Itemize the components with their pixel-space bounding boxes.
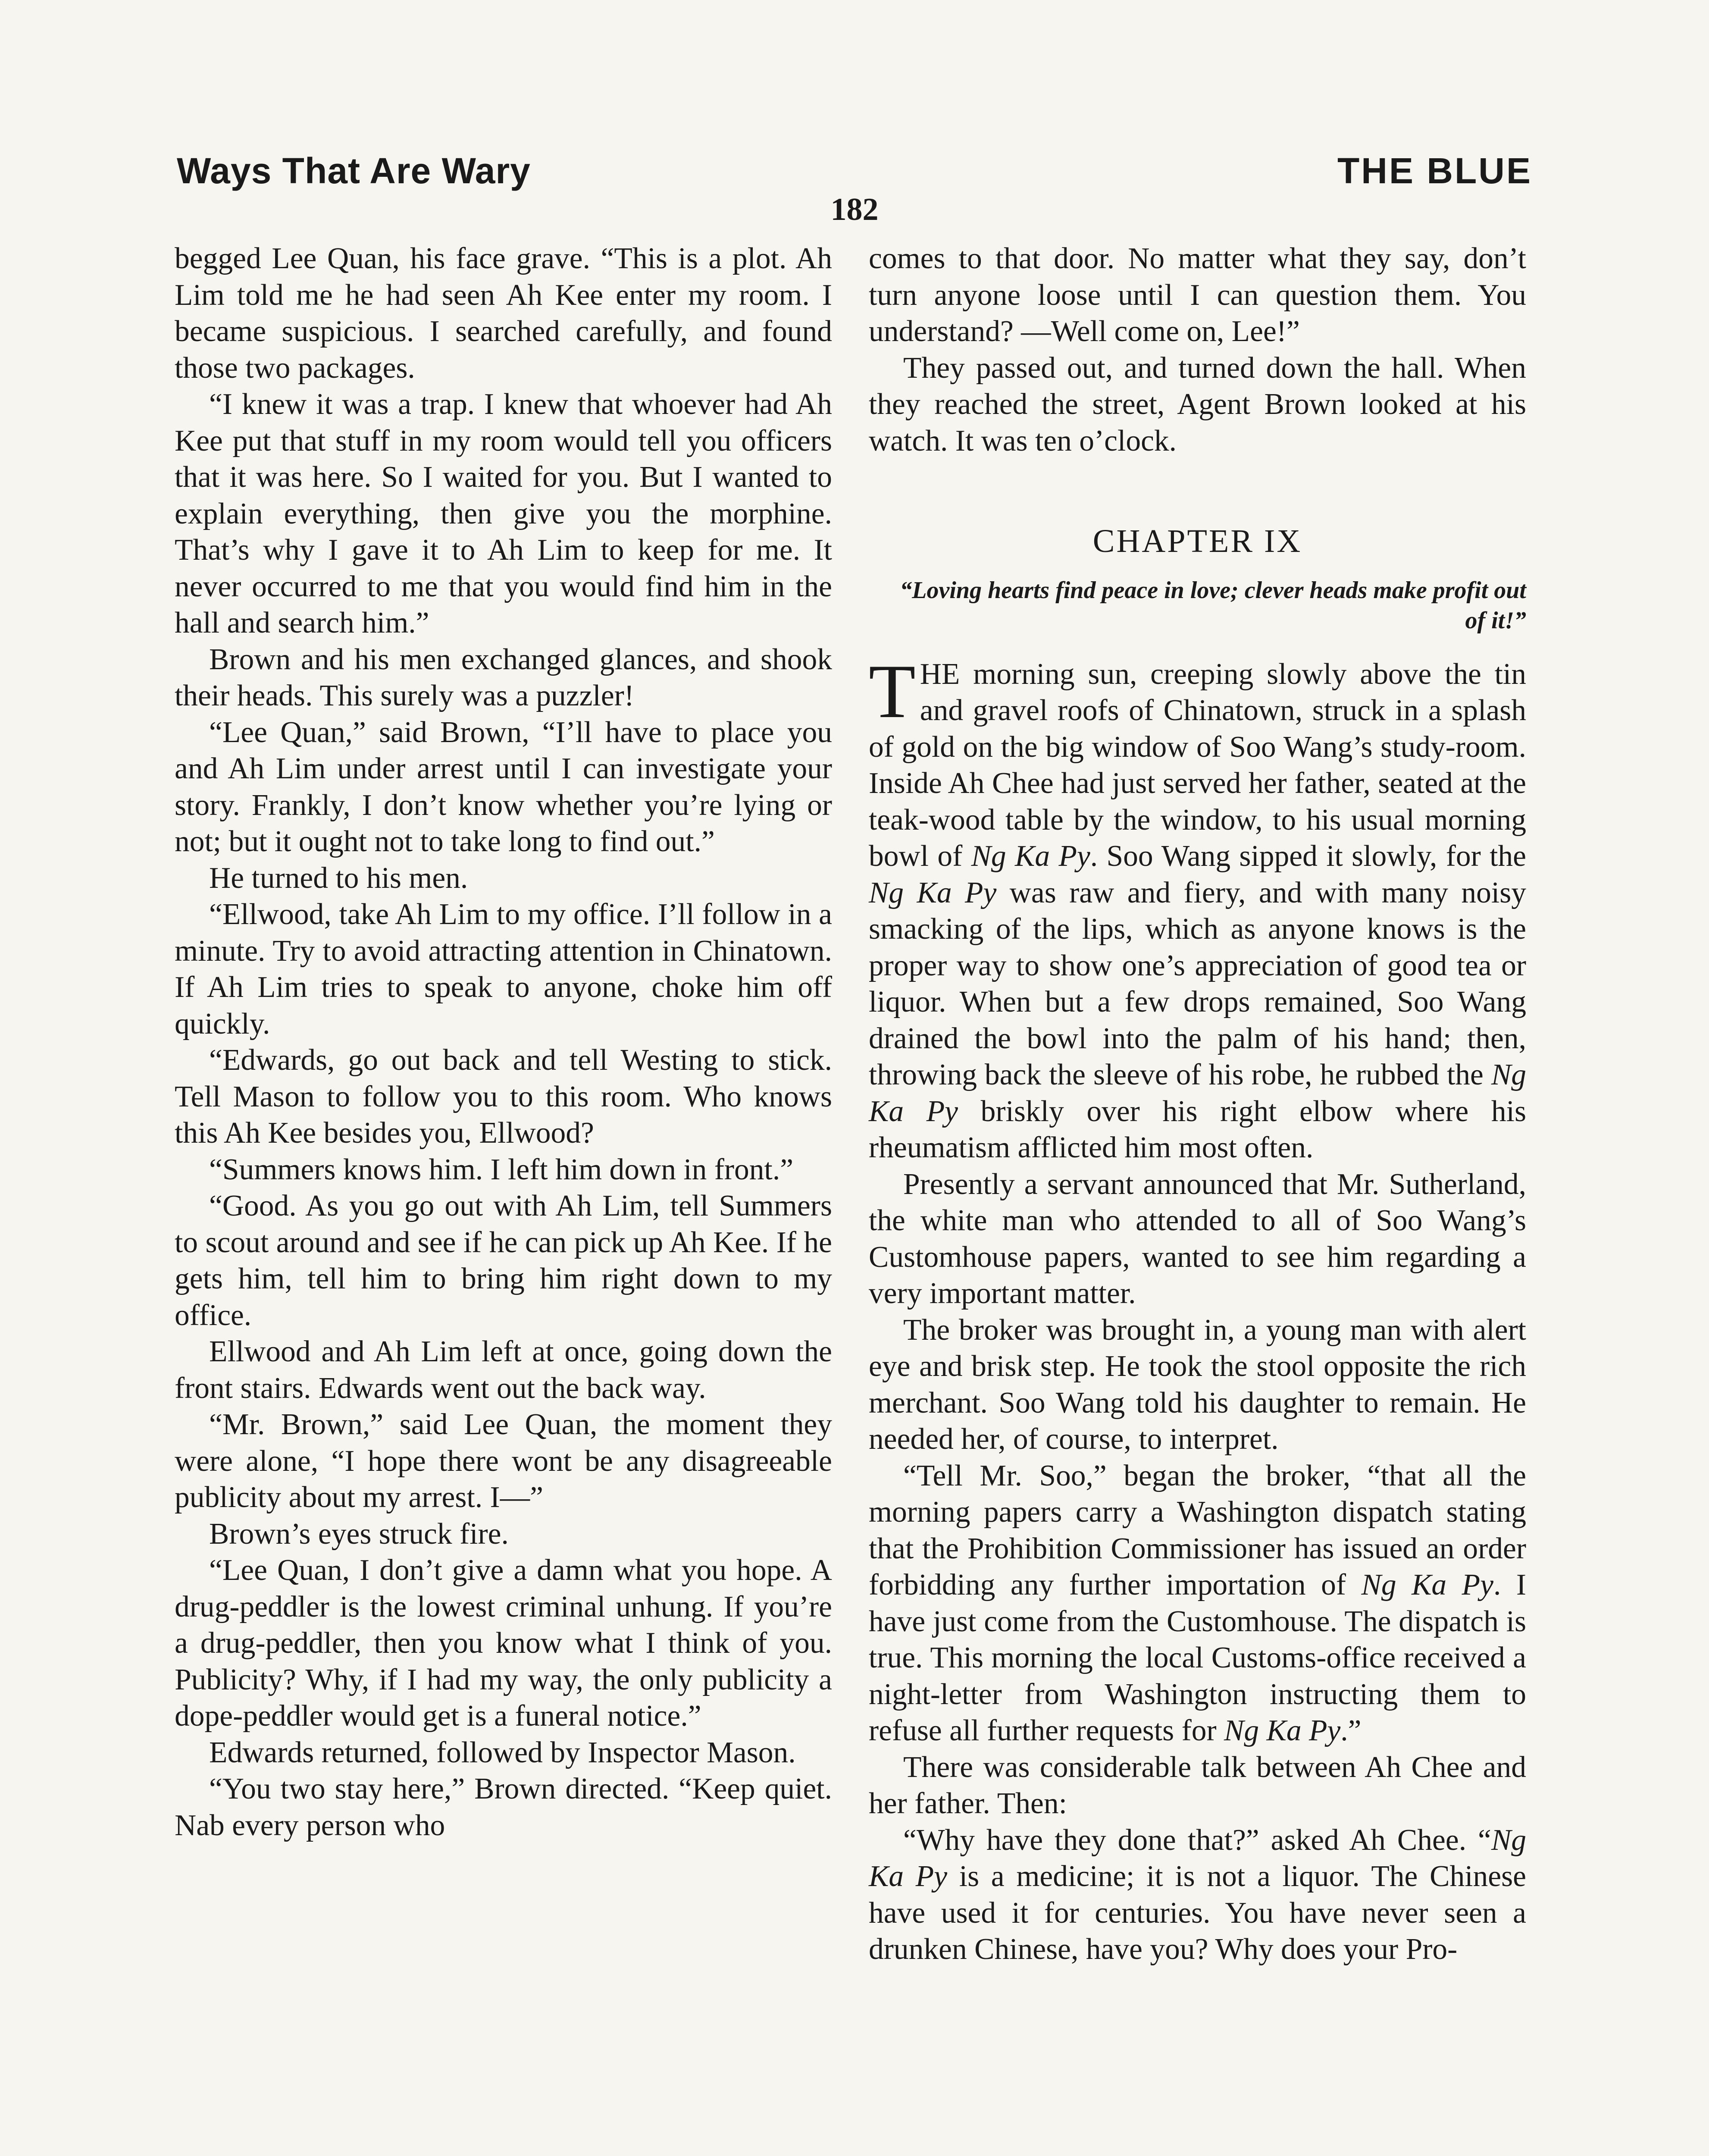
paragraph: “You two stay here,” Brown directed. “Keep quiet. Nab every person who <box>175 1772 832 1842</box>
paragraph: Presently a servant announced that Mr. Sutherland, the white man who attended to all of Soo Wang’s Customhouse papers, wanted to see him regarding a very important matter. <box>869 1167 1526 1310</box>
paragraph: “Mr. Brown,” said Lee Quan, the moment they were alone, “I hope there wont be any disagreeable publicity about my arrest. I—” <box>175 1408 832 1514</box>
paragraph: Ellwood and Ah Lim left at once, going down the front stairs. Edwards went out the back way. <box>175 1335 832 1405</box>
paragraph: “Ellwood, take Ah Lim to my office. I’ll follow in a minute. Try to avoid attracting attention in Chinatown. If Ah Lim tries to speak to anyone, choke him off quickly. <box>175 898 832 1040</box>
paragraph: They passed out, and turned down the hall. When they reached the street, Agent Brown looked at his watch. It was ten o’clock. <box>869 351 1526 458</box>
paragraph: The broker was brought in, a young man with alert eye and brisk step. He took the stool opposite the rich merchant. Soo Wang told his daughter to remain. He needed her, of course, to interpret. <box>869 1313 1526 1456</box>
chapter-heading: CHAPTER IX <box>1092 523 1302 559</box>
paragraph: begged Lee Quan, his face grave. “This is a plot. Ah Lim told me he had seen Ah Kee enter my room. I became suspicious. I searched carefully, and found those two packages. <box>175 242 832 385</box>
drop-cap: T <box>869 648 916 734</box>
magazine-title: THE BLUE <box>1337 150 1532 191</box>
paragraph: Brown’s eyes struck fire. <box>209 1517 509 1551</box>
paragraph: “Summers knows him. I left him down in front.” <box>209 1153 794 1186</box>
chapter-epigraph: “Loving hearts find peace in love; clever heads make profit out of it!” <box>900 577 1526 634</box>
paragraph: “Edwards, go out back and tell Westing to stick. Tell Mason to follow you to this room. Who knows this Ah Kee besides you, Ellwood? <box>175 1044 832 1150</box>
running-title: Ways That Are Wary <box>177 150 531 191</box>
paragraph: comes to that door. No matter what they say, don’t turn anyone loose until I can question them. You understand? —Well come on, Lee!” <box>869 242 1526 348</box>
paragraph: “Tell Mr. Soo,” began the broker, “that all the morning papers carry a Washington dispatch stating that the Prohibition Commissioner has issued an order forbidding any further importation of Ng Ka Py. I have just come from the Customhouse. The dispatch is true. This morning the local Customs-office received a night-letter from Washington instructing them to refuse all further requests for Ng Ka Py.” <box>869 1459 1526 1747</box>
paragraph: Edwards returned, followed by Inspector Mason. <box>209 1736 796 1769</box>
paragraph: “Good. As you go out with Ah Lim, tell Summers to scout around and see if he can pick up Ah Kee. If he gets him, tell him to bring him right down to my office. <box>175 1189 832 1332</box>
left-text-column <box>175 241 832 1844</box>
paragraph: “Lee Quan,” said Brown, “I’ll have to place you and Ah Lim under arrest until I can investigate your story. Frankly, I don’t know whether you’re lying or not; but it ought not to take long to find out.” <box>175 715 832 858</box>
paragraph: He turned to his men. <box>209 861 468 895</box>
paragraph: “Lee Quan, I don’t give a damn what you hope. A drug-peddler is the lowest criminal unhung. If you’re a drug-peddler, then you know what I think of you. Publicity? Why, if I had my way, the only publicity a dope-peddler would get is a funeral notice.” <box>175 1554 832 1733</box>
paragraph: There was considerable talk between Ah Chee and her father. Then: <box>869 1750 1526 1820</box>
paragraph: Brown and his men exchanged glances, and shook their heads. This surely was a puzzler! <box>175 642 832 712</box>
chapter-opening-paragraph: THE morning sun, creeping slowly above the tin and gravel roofs of Chinatown, struck in a splash of gold on the big window of Soo Wang’s study-room. Inside Ah Chee had just served her father, seated at the teak-wood table by the window, to his usual morning bowl of Ng Ka Py. Soo Wang sipped it slowly, for the Ng Ka Py was raw and fiery, and with many noisy smacking of the lips, which as anyone knows is the proper way to show one’s appreciation of good tea or liquor. When but a few drops remained, Soo Wang drained the bowl into the palm of his hand; then, throwing back the sleeve of his robe, he rubbed the Ng Ka Py briskly over his right elbow where his rheumatism afflicted him most often. <box>869 648 1526 1164</box>
paragraph: “Why have they done that?” asked Ah Chee. “Ng Ka Py is a medicine; it is not a liquor. The Chinese have used it for centuries. You have never seen a drunken Chinese, have you? Why does your Pro- <box>869 1823 1526 1966</box>
paragraph: “I knew it was a trap. I knew that whoever had Ah Kee put that stuff in my room would tell you officers that it was here. So I waited for you. But I wanted to explain everything, then give you the morphine. That’s why I gave it to Ah Lim to keep for me. It never occurred to me that you would find him in the hall and search him.” <box>175 388 832 639</box>
page-number: 182 <box>830 192 879 227</box>
right-text-column <box>869 241 1526 1968</box>
